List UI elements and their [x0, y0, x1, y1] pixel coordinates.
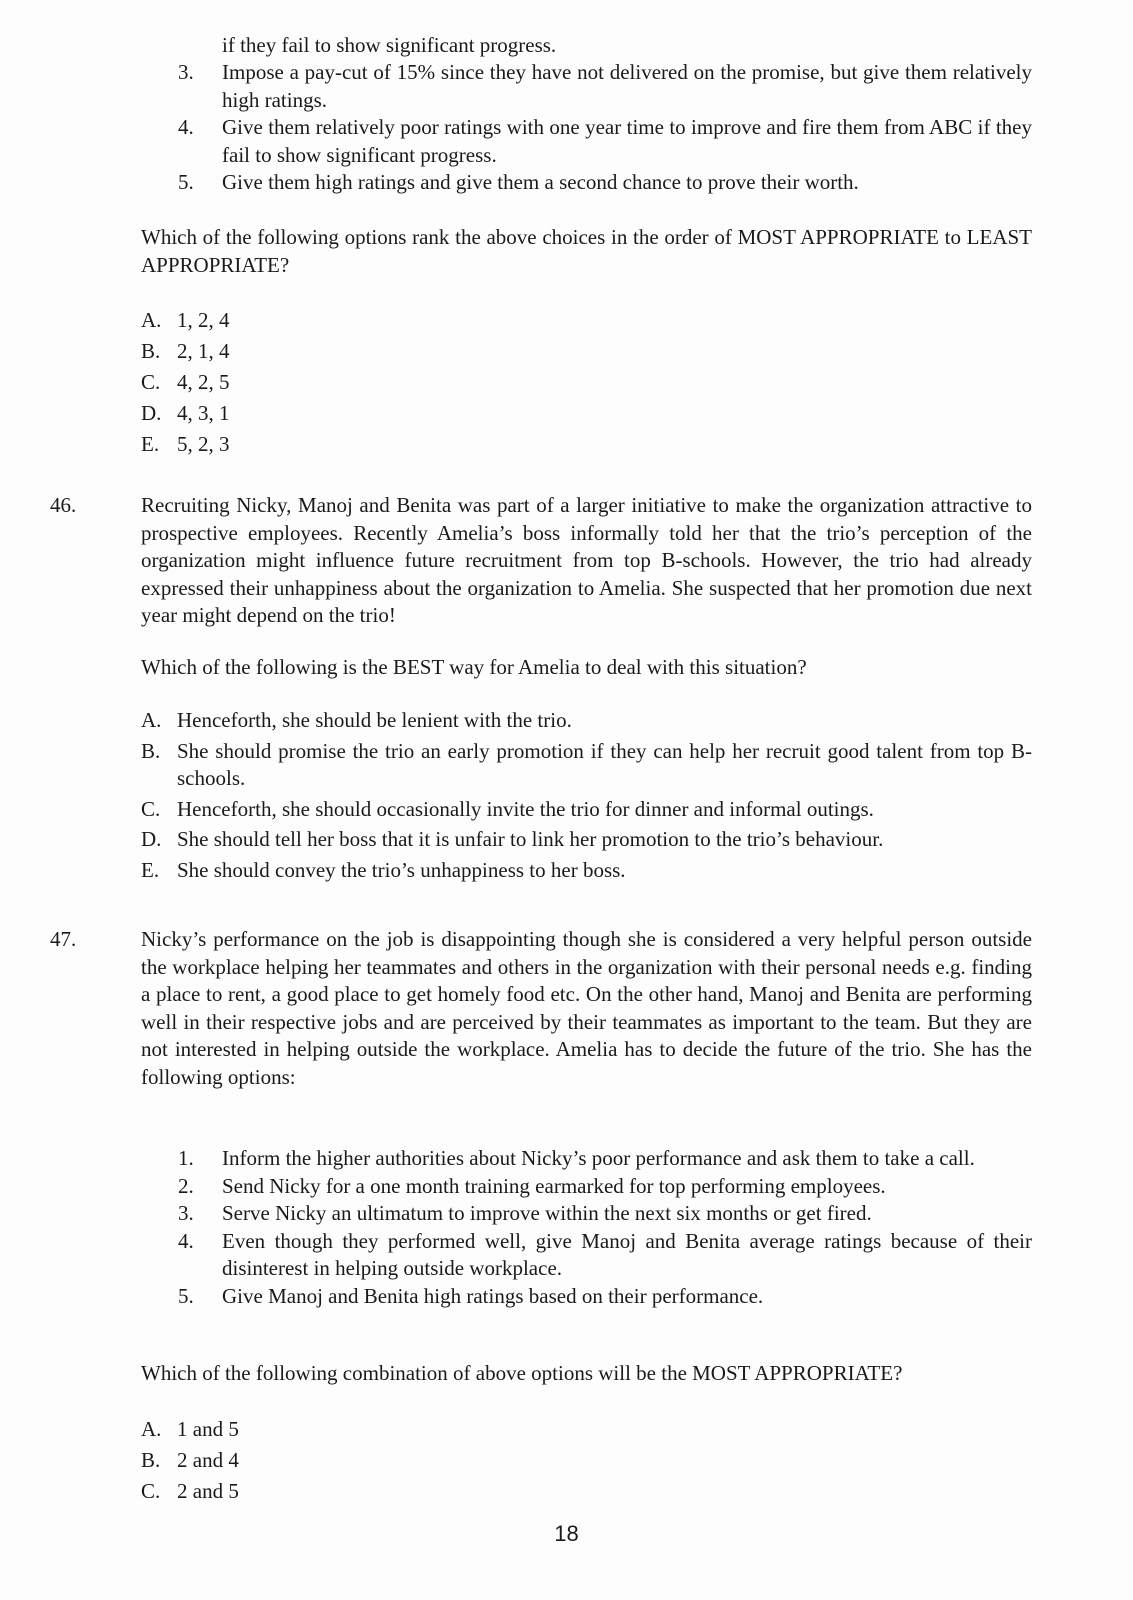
answer-text: She should convey the trio’s unhappiness to her boss. — [177, 857, 626, 882]
answer-text: She should tell her boss that it is unfair to link her promotion to the trio’s behaviour. — [177, 827, 884, 851]
item-number: 4. — [178, 1228, 194, 1253]
answer-text: Henceforth, she should be lenient with the trio. — [177, 708, 572, 732]
answer-key: B. — [141, 738, 161, 763]
item-text: Give Manoj and Benita high ratings based on their performance. — [222, 1283, 764, 1308]
item-text: Send Nicky for a one month training earmarked for top performing employees. — [222, 1173, 886, 1198]
list-item — [178, 1228, 1032, 1283]
answer-text: 1 and 5 — [177, 1417, 239, 1441]
continuation-first-line: if they fail to show significant progress. — [222, 33, 557, 57]
item-text: Even though they performed well, give Manoj and Benita average ratings because of their disinterest in helping outside workplace. — [222, 1228, 1032, 1280]
answer-option[interactable] — [141, 305, 1032, 336]
answer-option[interactable] — [141, 429, 1032, 460]
answer-key: D. — [141, 401, 162, 425]
continuation-options-list — [178, 59, 1032, 197]
answer-key: C. — [141, 796, 161, 821]
answer-key: A. — [141, 708, 162, 732]
answer-key: C. — [141, 370, 161, 394]
list-item — [178, 1283, 1032, 1311]
question-47-prompt: Which of the following combination of above options will be the MOST APPROPRIATE? — [141, 1361, 903, 1385]
answer-option[interactable] — [141, 398, 1032, 429]
answer-option[interactable] — [141, 738, 1032, 793]
answer-option[interactable] — [141, 826, 1032, 854]
item-number: 5. — [178, 1283, 194, 1308]
question-number-46: 46. — [50, 493, 77, 517]
answer-option[interactable] — [141, 1476, 1032, 1507]
answer-text: 2, 1, 4 — [177, 339, 230, 363]
question-number-47: 47. — [50, 927, 77, 951]
item-text: Impose a pay-cut of 15% since they have not delivered on the promise, but give them relatively high ratings. — [222, 60, 1032, 112]
answer-option[interactable] — [141, 367, 1032, 398]
answer-key: E. — [141, 432, 160, 456]
answer-key: A. — [141, 1417, 162, 1441]
question-46-body: Recruiting Nicky, Manoj and Benita was part of a larger initiative to make the organization attractive to prospective employees. Recently Amelia’s boss informally told her that the trio’s perception of the organization might influence future recruitment from top B-schools. However, the trio had already expressed their unhappiness about the organization to Amelia. She suspected that her promotion due next year might depend on the trio! — [141, 493, 1032, 627]
list-item — [178, 1145, 1032, 1173]
question-47-answer-list — [141, 1414, 1032, 1507]
item-number: 3. — [178, 60, 194, 84]
answer-key: E. — [141, 857, 160, 882]
item-number: 5. — [178, 170, 194, 194]
list-item — [178, 169, 1032, 197]
page-number: 18 — [554, 1521, 579, 1546]
question-47-body: Nicky’s performance on the job is disappointing though she is considered a very helpful person outside the workplace helping her teammates and others in the organization with their personal needs e.g. finding a place to rent, a good place to get homely food etc. On the other hand, Manoj and Benita are performing well in their respective jobs and are perceived by their teammates as important to the team. But they are not interested in helping outside the workplace. Amelia has to decide the future of the trio. She has the following options: — [141, 927, 1032, 1089]
answer-option[interactable] — [141, 1414, 1032, 1445]
question-47-options-list — [178, 1145, 1032, 1310]
answer-text: She should promise the trio an early promotion if they can help her recruit good talent from top B-schools. — [177, 738, 1032, 790]
item-text: Serve Nicky an ultimatum to improve within the next six months or get fired. — [222, 1201, 872, 1225]
answer-text: 4, 3, 1 — [177, 401, 230, 425]
answer-key: B. — [141, 339, 161, 363]
item-number: 2. — [178, 1173, 194, 1198]
question-46-answer-list — [141, 707, 1032, 884]
answer-text: Henceforth, she should occasionally invite the trio for dinner and informal outings. — [177, 796, 874, 821]
item-text: Give them relatively poor ratings with one year time to improve and fire them from ABC if they fail to show significant progress. — [222, 115, 1032, 167]
item-text: Inform the higher authorities about Nicky’s poor performance and ask them to take a call. — [222, 1146, 975, 1170]
answer-text: 5, 2, 3 — [177, 432, 230, 456]
answer-key: C. — [141, 1479, 161, 1503]
list-item — [178, 59, 1032, 114]
answer-option[interactable] — [141, 1445, 1032, 1476]
answer-key: D. — [141, 827, 162, 851]
answer-text: 2 and 4 — [177, 1448, 239, 1472]
list-item — [178, 1173, 1032, 1201]
answer-option[interactable] — [141, 796, 1032, 824]
answer-key: A. — [141, 308, 162, 332]
list-item — [178, 114, 1032, 169]
question-46-prompt: Which of the following is the BEST way for Amelia to deal with this situation? — [141, 655, 807, 679]
answer-key: B. — [141, 1448, 161, 1472]
continuation-answer-list — [141, 305, 1032, 460]
item-number: 1. — [178, 1146, 194, 1170]
answer-text: 2 and 5 — [177, 1479, 239, 1503]
answer-text: 4, 2, 5 — [177, 370, 230, 394]
answer-option[interactable] — [141, 857, 1032, 885]
list-item — [178, 1200, 1032, 1228]
answer-option[interactable] — [141, 707, 1032, 735]
item-number: 4. — [178, 115, 194, 139]
answer-option[interactable] — [141, 336, 1032, 367]
item-text: Give them high ratings and give them a second chance to prove their worth. — [222, 170, 859, 194]
item-number: 3. — [178, 1201, 194, 1225]
continuation-prompt: Which of the following options rank the above choices in the order of MOST APPROPRIATE to LEAST APPROPRIATE? — [141, 225, 1032, 277]
answer-text: 1, 2, 4 — [177, 308, 230, 332]
